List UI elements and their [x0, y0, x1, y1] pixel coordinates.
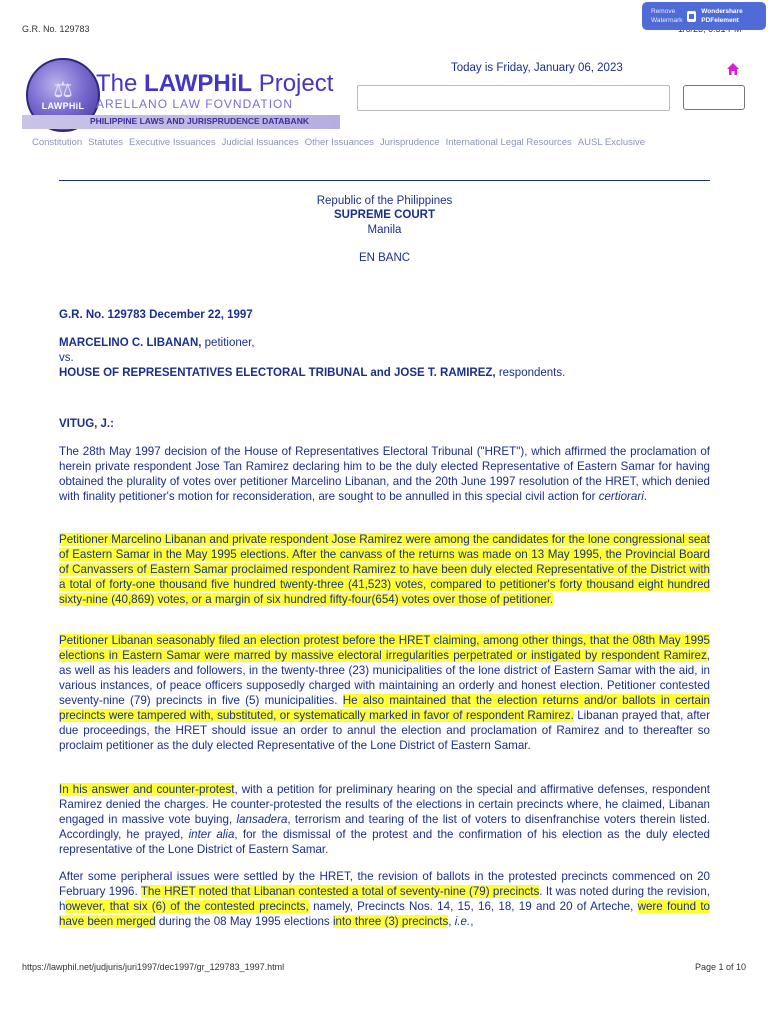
petitioner-line: MARCELINO C. LIBANAN, petitioner,: [59, 337, 255, 349]
highlight: Petitioner Marcelino Libanan and private respondent Jose Ramirez were among the candidates for the lone congressional seat of Eastern Samar in the May 1995 elections. After the canvass of the returns was made on 13 May 1995, the Provincial Board of Canvassers of Eastern Samar proclaimed respondent Ramirez to have been duly elected Representative of the District with a total of forty-one thousand five hundred twenty-three (41,523) votes, compared to petitioner's forty thousand eight hundred sixty-nine (40,869) votes, or a margin of six hundred fifty-four(654) votes over those of petitioner.: [59, 533, 710, 606]
highlight: into three (3) precincts: [332, 915, 449, 928]
print-header-title: G.R. No. 129783: [22, 24, 90, 34]
court-name: SUPREME COURT: [334, 209, 435, 221]
paragraph-5: After some peripheral issues were settled by the HRET, the revision of ballots in the protested precincts commenced on 20 February 1996. The HRET noted that Libanan contested a total of seventy-nine (79) precincts. It was noted during the revision, however, that six (6) of the contested precincts, namely, Precincts Nos. 14, 15, 16, 18, 19 and 20 of Arteche, were found to have been merged during the 08 May 1995 elections into three (3) precincts, i.e.,: [59, 870, 710, 928]
paragraph-2: [59, 532, 710, 607]
pdfelement-brand-label: Wondershare PDFelement: [701, 8, 743, 24]
scales-of-justice-icon: ⚖: [53, 77, 73, 102]
highlight: He also maintained that the election returns and/or ballots in certain precincts were tampered with, substituted, or systematically marked in favor of respondent Ramirez.: [59, 694, 711, 722]
nav-constitution[interactable]: Constitution: [32, 137, 83, 148]
paragraph-4: In his answer and counter-protest, with a petition for preliminary hearing on the special and affirmative defenses, respondent Ramirez denied the charges. He counter-protested the results of the elections in certain precincts where, he claimed, Libanan engaged in massive vote buying, lansadera, terrorism and tearing of the list of voters to disenfranchise voters therein listed. Accordingly, he prayed, inter alia, for the dismissal of the protest and the confirmation of his election as the duly elected representative of the Lone District of Eastern Samar.: [59, 783, 710, 856]
print-footer-page: Page 1 of 10: [694, 962, 746, 972]
case-number-date: G.R. No. 129783 December 22, 1997: [59, 309, 253, 321]
pdfelement-logo-icon: [687, 11, 696, 22]
site-title[interactable]: The LAWPHiL Project: [96, 70, 334, 97]
versus-line: vs.: [59, 352, 74, 364]
paragraph-1: The 28th May 1997 decision of the House of Representatives Electoral Tribunal ("HRET"), which affirmed the proclamation of herein private respondent Jose Tan Ramirez declaring him to be the duly elected Representative of Eastern Samar for having obtained the plurality of votes over petitioner Marcelino Libanan, and the 20th June 1997 resolution of the HRET, which denied with finality petitioner's motion for reconsideration, are sought to be annulled in this special civil action for certiorari.: [59, 445, 710, 503]
remove-watermark-label[interactable]: Remove Watermark: [651, 8, 683, 24]
nav-ausl-exclusive[interactable]: AUSL Exclusive: [577, 137, 646, 148]
print-footer-url: https://lawphil.net/judjuris/juri1997/dec1997/gr_129783_1997.html: [22, 962, 285, 972]
nav-judicial-issuances[interactable]: Judicial Issuances: [221, 137, 299, 148]
home-icon[interactable]: [726, 62, 740, 76]
court-division: EN BANC: [358, 252, 411, 264]
respondents-line: HOUSE OF REPRESENTATIVES ELECTORAL TRIBUNAL and JOSE T. RAMIREZ, respondents.: [59, 367, 566, 379]
highlight: were found to have been merged: [59, 900, 710, 928]
seal-text: LAWPHiL: [41, 101, 85, 111]
header-divider: [59, 180, 710, 181]
nav-jurisprudence[interactable]: Jurisprudence: [379, 137, 440, 148]
highlight: In his answer and counter-protest: [59, 783, 235, 796]
search-input[interactable]: [357, 85, 670, 111]
highlight: owever, that six (6) of the contested precincts,: [65, 900, 309, 913]
nav-statutes[interactable]: Statutes: [88, 137, 124, 148]
nav-other-issuances[interactable]: Other Issuances: [304, 137, 374, 148]
republic-line: Republic of the Philippines: [316, 195, 453, 207]
search-button[interactable]: [683, 85, 745, 110]
databank-label: PHILIPPINE LAWS AND JURISPRUDENCE DATABANK: [90, 116, 309, 126]
paragraph-3: Petitioner Libanan seasonably filed an election protest before the HRET claiming, among other things, that the 08th May 1995 elections in Eastern Samar were marred by massive electoral irregularities perpetrated or instigated by respondent Ramirez, as well as his leaders and followers, in the twenty-three (23) municipalities of the lone district of Eastern Samar with the aid, in various instances, of peace officers supposedly charged with maintaining an orderly and honest election. Petitioner contested seventy-nine (79) precincts in five (5) municipalities. He also maintained that the election returns and/or ballots in certain precincts were tampered with, substituted, or systematically marked in favor of respondent Ramirez. Libanan prayed that, after due proceedings, the HRET should issue an order to annul the election and proclamation of Ramirez and to thereafter so proclaim petitioner as the duly elected Representative of the Lone District of Eastern Samar.: [59, 634, 711, 752]
nav-executive-issuances[interactable]: Executive Issuances: [129, 137, 216, 148]
site-subtitle: ARELLANO LAW FOVNDATION: [96, 97, 294, 111]
highlight: Petitioner Libanan seasonably filed an election protest before the HRET claiming, among other things, that the 08th May 1995 elections in Eastern Samar were marred by massive electoral irregularities perpetrated or instigated by respondent Ramirez: [59, 634, 710, 662]
ponente: VITUG, J.:: [59, 418, 114, 430]
main-nav: [32, 137, 645, 148]
nav-international-legal-resources[interactable]: International Legal Resources: [445, 137, 572, 148]
watermark-badge[interactable]: [642, 2, 766, 30]
court-city: Manila: [367, 224, 402, 236]
today-date: Today is Friday, January 06, 2023: [451, 62, 623, 74]
highlight: The HRET noted that Libanan contested a total of seventy-nine (79) precincts: [140, 885, 540, 898]
